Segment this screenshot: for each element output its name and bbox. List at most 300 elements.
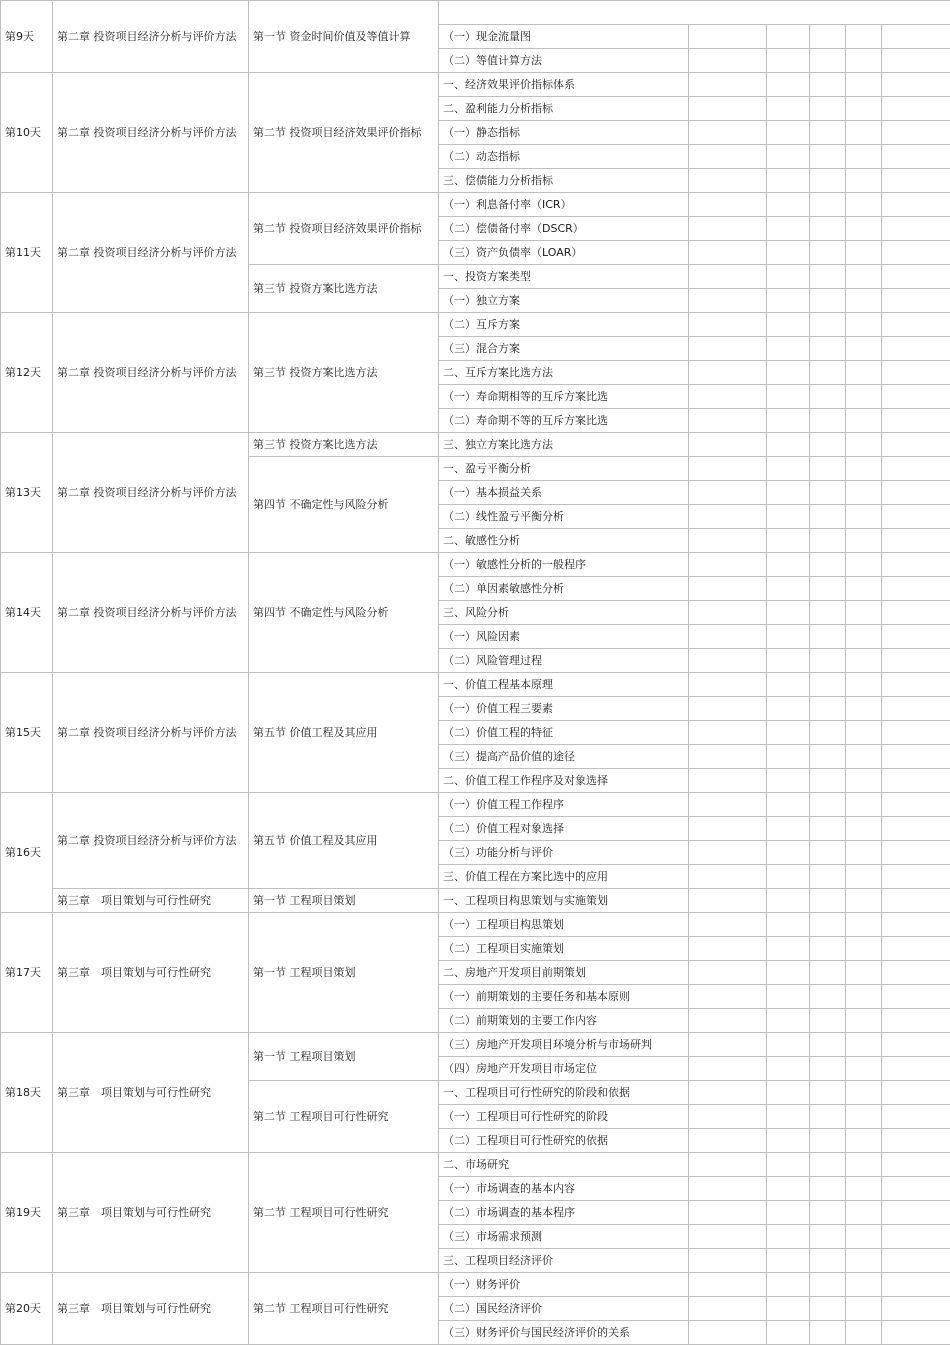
- blank-cell: [689, 193, 767, 217]
- blank-cell: [882, 889, 950, 913]
- blank-cell: [767, 817, 810, 841]
- section-cell: 第一节 工程项目策划: [249, 1033, 439, 1081]
- blank-cell: [846, 1273, 882, 1297]
- blank-cell: [767, 49, 810, 73]
- day-cell: 第14天: [1, 553, 53, 673]
- blank-cell: [689, 841, 767, 865]
- topic-cell: （二）价值工程对象选择: [439, 817, 689, 841]
- blank-cell: [846, 1225, 882, 1249]
- blank-cell: [689, 721, 767, 745]
- blank-cell: [810, 505, 846, 529]
- blank-cell: [810, 169, 846, 193]
- blank-cell: [882, 625, 950, 649]
- blank-cell: [846, 313, 882, 337]
- blank-cell: [767, 1225, 810, 1249]
- blank-cell: [882, 1105, 950, 1129]
- blank-cell: [767, 985, 810, 1009]
- blank-cell: [882, 1249, 950, 1273]
- blank-cell: [882, 481, 950, 505]
- blank-cell: [767, 385, 810, 409]
- day-cell: 第12天: [1, 313, 53, 433]
- blank-cell: [846, 529, 882, 553]
- blank-cell: [689, 265, 767, 289]
- blank-cell: [882, 1057, 950, 1081]
- blank-cell: [882, 1033, 950, 1057]
- blank-cell: [810, 673, 846, 697]
- topic-cell: （一）寿命期相等的互斥方案比选: [439, 385, 689, 409]
- blank-cell: [882, 1273, 950, 1297]
- blank-cell: [767, 793, 810, 817]
- blank-cell: [882, 1129, 950, 1153]
- blank-cell: [810, 385, 846, 409]
- blank-cell: [882, 433, 950, 457]
- table-row: [1, 73, 950, 97]
- blank-cell: [689, 1009, 767, 1033]
- topic-cell: 二、互斥方案比选方法: [439, 361, 689, 385]
- topic-cell: （四）房地产开发项目市场定位: [439, 1057, 689, 1081]
- blank-cell: [882, 169, 950, 193]
- blank-cell: [810, 457, 846, 481]
- chapter-cell: 第二章 投资项目经济分析与评价方法: [53, 793, 249, 889]
- blank-cell: [689, 1297, 767, 1321]
- blank-cell: [689, 169, 767, 193]
- topic-cell: （二）等值计算方法: [439, 49, 689, 73]
- blank-cell: [882, 601, 950, 625]
- topic-cell: （一）敏感性分析的一般程序: [439, 553, 689, 577]
- blank-cell: [882, 121, 950, 145]
- topic-cell: （二）工程项目实施策划: [439, 937, 689, 961]
- section-cell: 第三节 投资方案比选方法: [249, 433, 439, 457]
- table-row: [1, 433, 950, 457]
- topic-cell: 三、工程项目经济评价: [439, 1249, 689, 1273]
- blank-cell: [882, 217, 950, 241]
- blank-cell: [882, 241, 950, 265]
- blank-cell: [810, 121, 846, 145]
- topic-cell: （二）动态指标: [439, 145, 689, 169]
- blank-cell: [846, 697, 882, 721]
- blank-cell: [882, 97, 950, 121]
- blank-cell: [689, 1129, 767, 1153]
- chapter-cell: 第二章 投资项目经济分析与评价方法: [53, 73, 249, 193]
- blank-cell: [767, 913, 810, 937]
- day-cell: 第18天: [1, 1033, 53, 1153]
- blank-cell: [846, 649, 882, 673]
- section-cell: 第二节 工程项目可行性研究: [249, 1153, 439, 1273]
- blank-cell: [810, 1321, 846, 1345]
- section-cell: 第三节 投资方案比选方法: [249, 265, 439, 313]
- table-row: [1, 913, 950, 937]
- blank-cell: [882, 265, 950, 289]
- blank-cell: [689, 481, 767, 505]
- blank-cell: [689, 241, 767, 265]
- blank-cell: [846, 49, 882, 73]
- blank-cell: [810, 649, 846, 673]
- blank-cell: [882, 697, 950, 721]
- blank-cell: [767, 553, 810, 577]
- blank-cell: [767, 145, 810, 169]
- blank-cell: [689, 1033, 767, 1057]
- blank-cell: [767, 625, 810, 649]
- blank-cell: [810, 409, 846, 433]
- topic-cell: （二）互斥方案: [439, 313, 689, 337]
- topic-cell: [439, 1, 950, 25]
- blank-cell: [689, 793, 767, 817]
- topic-cell: （三）混合方案: [439, 337, 689, 361]
- topic-cell: （二）单因素敏感性分析: [439, 577, 689, 601]
- topic-cell: （二）线性盈亏平衡分析: [439, 505, 689, 529]
- blank-cell: [689, 1105, 767, 1129]
- blank-cell: [846, 289, 882, 313]
- topic-cell: （二）前期策划的主要工作内容: [439, 1009, 689, 1033]
- blank-cell: [767, 313, 810, 337]
- blank-cell: [810, 265, 846, 289]
- blank-cell: [689, 913, 767, 937]
- blank-cell: [846, 985, 882, 1009]
- chapter-cell: 第二章 投资项目经济分析与评价方法: [53, 433, 249, 553]
- chapter-cell: 第二章 投资项目经济分析与评价方法: [53, 1, 249, 73]
- blank-cell: [846, 673, 882, 697]
- blank-cell: [689, 289, 767, 313]
- blank-cell: [689, 505, 767, 529]
- blank-cell: [846, 145, 882, 169]
- blank-cell: [846, 1249, 882, 1273]
- blank-cell: [767, 649, 810, 673]
- blank-cell: [810, 697, 846, 721]
- chapter-cell: 第三章 项目策划与可行性研究: [53, 913, 249, 1033]
- blank-cell: [810, 73, 846, 97]
- blank-cell: [767, 97, 810, 121]
- topic-cell: （一）利息备付率（ICR）: [439, 193, 689, 217]
- topic-cell: 三、偿债能力分析指标: [439, 169, 689, 193]
- blank-cell: [767, 409, 810, 433]
- blank-cell: [810, 49, 846, 73]
- blank-cell: [810, 145, 846, 169]
- blank-cell: [767, 865, 810, 889]
- table-row: [1, 313, 950, 337]
- blank-cell: [882, 1009, 950, 1033]
- blank-cell: [846, 625, 882, 649]
- blank-cell: [767, 1129, 810, 1153]
- section-cell: 第二节 工程项目可行性研究: [249, 1273, 439, 1345]
- blank-cell: [882, 49, 950, 73]
- blank-cell: [767, 169, 810, 193]
- blank-cell: [767, 289, 810, 313]
- blank-cell: [689, 937, 767, 961]
- topic-cell: （二）市场调查的基本程序: [439, 1201, 689, 1225]
- topic-cell: （一）基本损益关系: [439, 481, 689, 505]
- blank-cell: [810, 481, 846, 505]
- blank-cell: [810, 865, 846, 889]
- day-cell: 第20天: [1, 1273, 53, 1345]
- blank-cell: [882, 1153, 950, 1177]
- topic-cell: （二）国民经济评价: [439, 1297, 689, 1321]
- blank-cell: [767, 505, 810, 529]
- blank-cell: [689, 961, 767, 985]
- blank-cell: [810, 193, 846, 217]
- blank-cell: [846, 1201, 882, 1225]
- chapter-cell: 第二章 投资项目经济分析与评价方法: [53, 553, 249, 673]
- blank-cell: [689, 529, 767, 553]
- day-cell: 第16天: [1, 793, 53, 913]
- blank-cell: [846, 721, 882, 745]
- topic-cell: 一、投资方案类型: [439, 265, 689, 289]
- schedule-body: [1, 1, 950, 1345]
- blank-cell: [882, 193, 950, 217]
- blank-cell: [882, 649, 950, 673]
- blank-cell: [846, 1177, 882, 1201]
- topic-cell: （一）市场调查的基本内容: [439, 1177, 689, 1201]
- day-cell: 第13天: [1, 433, 53, 553]
- blank-cell: [810, 529, 846, 553]
- blank-cell: [810, 601, 846, 625]
- blank-cell: [810, 1105, 846, 1129]
- blank-cell: [882, 913, 950, 937]
- blank-cell: [810, 1057, 846, 1081]
- blank-cell: [882, 769, 950, 793]
- section-cell: 第一节 资金时间价值及等值计算: [249, 1, 439, 73]
- blank-cell: [810, 553, 846, 577]
- day-cell: 第17天: [1, 913, 53, 1033]
- blank-cell: [882, 73, 950, 97]
- blank-cell: [689, 1177, 767, 1201]
- section-cell: 第二节 投资项目经济效果评价指标: [249, 193, 439, 265]
- blank-cell: [882, 337, 950, 361]
- topic-cell: （三）市场需求预测: [439, 1225, 689, 1249]
- blank-cell: [767, 673, 810, 697]
- day-cell: 第19天: [1, 1153, 53, 1273]
- blank-cell: [810, 25, 846, 49]
- blank-cell: [767, 961, 810, 985]
- blank-cell: [882, 529, 950, 553]
- chapter-cell: 第三章 项目策划与可行性研究: [53, 1153, 249, 1273]
- topic-cell: （三）功能分析与评价: [439, 841, 689, 865]
- blank-cell: [767, 1009, 810, 1033]
- section-cell: 第五节 价值工程及其应用: [249, 793, 439, 889]
- blank-cell: [846, 433, 882, 457]
- blank-cell: [846, 1105, 882, 1129]
- topic-cell: 三、风险分析: [439, 601, 689, 625]
- blank-cell: [810, 1009, 846, 1033]
- blank-cell: [846, 241, 882, 265]
- blank-cell: [882, 1177, 950, 1201]
- blank-cell: [846, 25, 882, 49]
- blank-cell: [846, 361, 882, 385]
- section-cell: 第四节 不确定性与风险分析: [249, 457, 439, 553]
- blank-cell: [810, 1201, 846, 1225]
- blank-cell: [767, 721, 810, 745]
- blank-cell: [810, 961, 846, 985]
- blank-cell: [882, 25, 950, 49]
- blank-cell: [846, 865, 882, 889]
- blank-cell: [810, 745, 846, 769]
- chapter-cell: 第三章 项目策划与可行性研究: [53, 1033, 249, 1153]
- topic-cell: （三）财务评价与国民经济评价的关系: [439, 1321, 689, 1345]
- blank-cell: [810, 1225, 846, 1249]
- table-row: [1, 1033, 950, 1057]
- blank-cell: [846, 817, 882, 841]
- blank-cell: [689, 1249, 767, 1273]
- blank-cell: [810, 937, 846, 961]
- blank-cell: [810, 1297, 846, 1321]
- blank-cell: [767, 937, 810, 961]
- blank-cell: [882, 1201, 950, 1225]
- blank-cell: [689, 337, 767, 361]
- blank-cell: [689, 865, 767, 889]
- blank-cell: [846, 1033, 882, 1057]
- table-row: [1, 793, 950, 817]
- blank-cell: [846, 1321, 882, 1345]
- blank-cell: [810, 217, 846, 241]
- blank-cell: [882, 289, 950, 313]
- topic-cell: （一）价值工程工作程序: [439, 793, 689, 817]
- blank-cell: [846, 1057, 882, 1081]
- blank-cell: [846, 97, 882, 121]
- topic-cell: 三、价值工程在方案比选中的应用: [439, 865, 689, 889]
- blank-cell: [767, 337, 810, 361]
- blank-cell: [882, 673, 950, 697]
- blank-cell: [882, 937, 950, 961]
- blank-cell: [846, 1081, 882, 1105]
- blank-cell: [767, 217, 810, 241]
- blank-cell: [846, 961, 882, 985]
- blank-cell: [810, 817, 846, 841]
- section-cell: 第一节 工程项目策划: [249, 913, 439, 1033]
- table-row: [1, 889, 950, 913]
- blank-cell: [846, 913, 882, 937]
- blank-cell: [810, 97, 846, 121]
- topic-cell: （二）风险管理过程: [439, 649, 689, 673]
- blank-cell: [846, 793, 882, 817]
- topic-cell: （一）财务评价: [439, 1273, 689, 1297]
- table-row: [1, 1, 950, 25]
- blank-cell: [689, 121, 767, 145]
- blank-cell: [810, 1177, 846, 1201]
- blank-cell: [882, 361, 950, 385]
- blank-cell: [810, 1129, 846, 1153]
- blank-cell: [767, 697, 810, 721]
- blank-cell: [767, 457, 810, 481]
- blank-cell: [810, 913, 846, 937]
- blank-cell: [689, 409, 767, 433]
- blank-cell: [846, 769, 882, 793]
- blank-cell: [846, 337, 882, 361]
- blank-cell: [767, 1273, 810, 1297]
- blank-cell: [882, 385, 950, 409]
- blank-cell: [882, 865, 950, 889]
- blank-cell: [689, 697, 767, 721]
- blank-cell: [882, 721, 950, 745]
- topic-cell: （一）独立方案: [439, 289, 689, 313]
- blank-cell: [767, 73, 810, 97]
- blank-cell: [846, 505, 882, 529]
- blank-cell: [810, 1153, 846, 1177]
- blank-cell: [846, 601, 882, 625]
- blank-cell: [810, 985, 846, 1009]
- blank-cell: [882, 817, 950, 841]
- blank-cell: [767, 1321, 810, 1345]
- table-row: [1, 1273, 950, 1297]
- blank-cell: [689, 1201, 767, 1225]
- section-cell: 第二节 工程项目可行性研究: [249, 1081, 439, 1153]
- blank-cell: [846, 745, 882, 769]
- blank-cell: [767, 577, 810, 601]
- blank-cell: [810, 241, 846, 265]
- topic-cell: （一）风险因素: [439, 625, 689, 649]
- topic-cell: （一）工程项目构思策划: [439, 913, 689, 937]
- blank-cell: [882, 145, 950, 169]
- blank-cell: [767, 241, 810, 265]
- chapter-cell: 第二章 投资项目经济分析与评价方法: [53, 313, 249, 433]
- topic-cell: （二）偿债备付率（DSCR）: [439, 217, 689, 241]
- blank-cell: [882, 841, 950, 865]
- blank-cell: [689, 313, 767, 337]
- topic-cell: （一）现金流量图: [439, 25, 689, 49]
- topic-cell: （一）静态指标: [439, 121, 689, 145]
- day-cell: 第10天: [1, 73, 53, 193]
- blank-cell: [689, 457, 767, 481]
- blank-cell: [846, 937, 882, 961]
- topic-cell: （一）前期策划的主要任务和基本原则: [439, 985, 689, 1009]
- blank-cell: [689, 601, 767, 625]
- section-cell: 第一节 工程项目策划: [249, 889, 439, 913]
- section-cell: 第三节 投资方案比选方法: [249, 313, 439, 433]
- blank-cell: [882, 553, 950, 577]
- blank-cell: [689, 1321, 767, 1345]
- blank-cell: [846, 169, 882, 193]
- topic-cell: 一、价值工程基本原理: [439, 673, 689, 697]
- topic-cell: （一）价值工程三要素: [439, 697, 689, 721]
- blank-cell: [846, 577, 882, 601]
- blank-cell: [767, 1033, 810, 1057]
- blank-cell: [882, 1225, 950, 1249]
- blank-cell: [882, 985, 950, 1009]
- blank-cell: [767, 433, 810, 457]
- blank-cell: [689, 1153, 767, 1177]
- blank-cell: [810, 289, 846, 313]
- blank-cell: [689, 769, 767, 793]
- blank-cell: [689, 217, 767, 241]
- blank-cell: [767, 1153, 810, 1177]
- blank-cell: [689, 745, 767, 769]
- section-cell: 第二节 投资项目经济效果评价指标: [249, 73, 439, 193]
- blank-cell: [810, 625, 846, 649]
- table-row: [1, 553, 950, 577]
- topic-cell: 一、盈亏平衡分析: [439, 457, 689, 481]
- blank-cell: [767, 769, 810, 793]
- topic-cell: 一、经济效果评价指标体系: [439, 73, 689, 97]
- blank-cell: [767, 1201, 810, 1225]
- blank-cell: [846, 409, 882, 433]
- blank-cell: [846, 889, 882, 913]
- topic-cell: （三）提高产品价值的途径: [439, 745, 689, 769]
- blank-cell: [689, 817, 767, 841]
- blank-cell: [767, 265, 810, 289]
- blank-cell: [767, 1105, 810, 1129]
- blank-cell: [846, 1009, 882, 1033]
- topic-cell: 三、独立方案比选方法: [439, 433, 689, 457]
- blank-cell: [689, 673, 767, 697]
- blank-cell: [689, 385, 767, 409]
- topic-cell: 二、敏感性分析: [439, 529, 689, 553]
- topic-cell: （二）工程项目可行性研究的依据: [439, 1129, 689, 1153]
- topic-cell: 一、工程项目构思策划与实施策划: [439, 889, 689, 913]
- blank-cell: [846, 553, 882, 577]
- blank-cell: [689, 433, 767, 457]
- section-cell: 第五节 价值工程及其应用: [249, 673, 439, 793]
- chapter-cell: 第三章 项目策划与可行性研究: [53, 1273, 249, 1345]
- blank-cell: [882, 577, 950, 601]
- blank-cell: [810, 769, 846, 793]
